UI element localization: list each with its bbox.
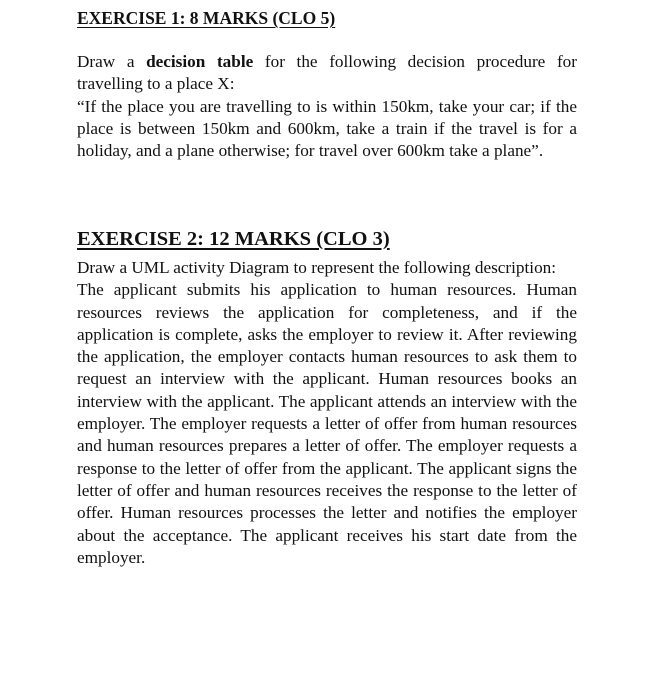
exercise-2-heading: EXERCISE 2: 12 MARKS (CLO 3) [77,228,390,250]
exercise-1-text [77,51,577,162]
exercise-1-quote: “If the place you are travelling to is within 150km, take your car; if the place is between 150km and 600km, take a train if the travel is for a holiday, and a plane otherwise; for travel over 600km take a plane”. [77,96,577,161]
exercise-2-body [77,257,577,569]
exercise-1-intro-end: for the following decision procedure for travelling to a place X: [77,52,577,94]
exercise-2-text [77,257,577,569]
exercise-2-description: The applicant submits his application to human resources. Human resources reviews the application for completeness, and if the application is complete, asks the employer to review it. After reviewing the application, the employer contacts human resources to ask them to request an interview with the applicant. Human resources books an interview with the applicant. The applicant attends an interview with the employer. The employer requests a letter of offer from human resources and human resources prepares a letter of offer. The employer requests a response to the letter of offer from the applicant. The applicant signs the letter of offer and human resources receives the response to the letter of offer. Human resources processes the letter and notifies the employer about the acceptance. The applicant receives his start date from the employer. [77,280,577,567]
exercise-1-heading: EXERCISE 1: 8 MARKS (CLO 5) [77,8,336,28]
exercise-1-intro-start: Draw a [77,52,147,71]
exercise-2-intro: Draw a UML activity Diagram to represent the following description: [77,258,557,277]
exercise-1-intro-bold: decision table [146,52,254,71]
exercise-1-body [77,51,577,162]
